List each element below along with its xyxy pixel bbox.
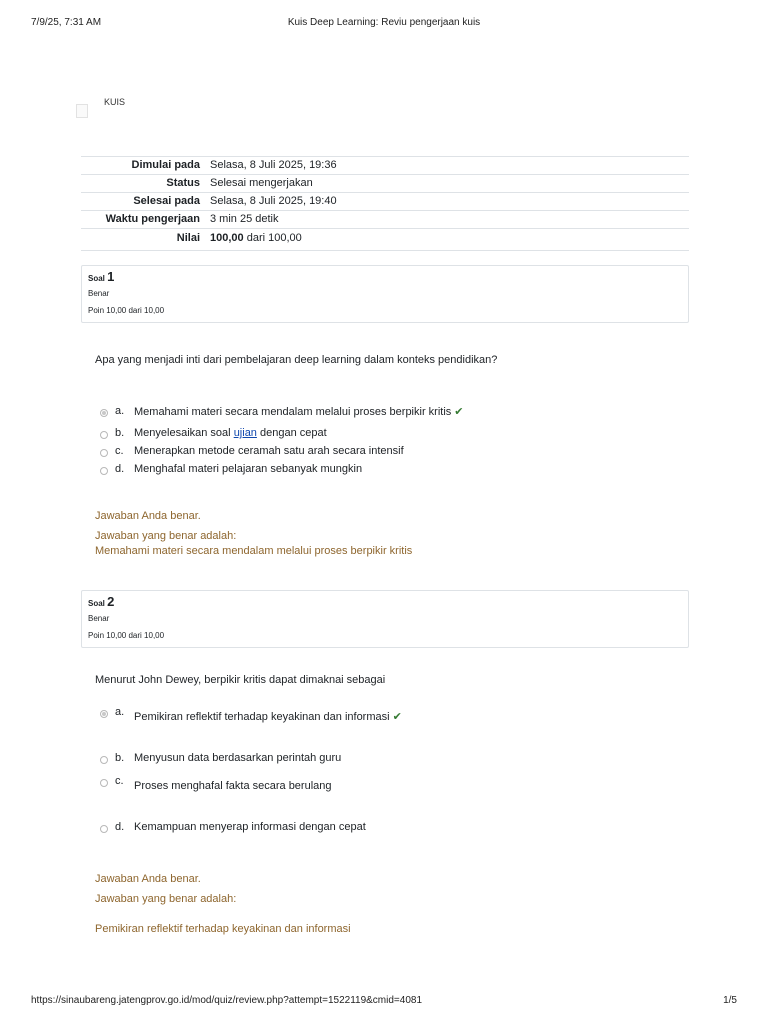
option-letter: b. [115, 427, 125, 439]
option-text: Kemampuan menyerap informasi dengan cepat [134, 821, 366, 833]
page-number: 1/5 [723, 995, 737, 1006]
option-text: Menerapkan metode ceramah satu arah secara intensif [134, 445, 404, 457]
glossary-link[interactable]: ujian [233, 427, 257, 439]
print-date: 7/9/25, 7:31 AM [31, 17, 102, 28]
right-answer-label: Jawaban yang benar adalah: [95, 893, 237, 905]
summary-value: Selesai mengerjakan [210, 175, 689, 193]
grade-score: 100,00 [210, 232, 244, 244]
check-icon: ✔ [392, 711, 402, 723]
summary-label: Dimulai pada [81, 157, 210, 175]
option-letter: c. [115, 445, 124, 457]
option-text [134, 405, 464, 418]
question-text: Menurut John Dewey, berpikir kritis dapat dimaknai sebagai [95, 674, 386, 686]
right-answer: Pemikiran reflektif terhadap keyakinan dan informasi [95, 923, 351, 935]
radio-button[interactable] [100, 409, 108, 417]
question-grade: Poin 10,00 dari 10,00 [88, 631, 165, 640]
summary-value: Selasa, 8 Juli 2025, 19:36 [210, 157, 689, 175]
option-letter: a. [115, 706, 125, 718]
question-info-box [81, 265, 689, 323]
option-letter: d. [115, 463, 125, 475]
question-number-value: 1 [107, 269, 115, 284]
question-info-box [81, 590, 689, 648]
radio-button[interactable] [100, 467, 108, 475]
question-number [88, 269, 114, 284]
option-letter: c. [115, 775, 124, 787]
summary-row-duration [81, 211, 689, 229]
summary-row-completed [81, 193, 689, 211]
question-label: Soal [88, 599, 105, 608]
summary-label: Status [81, 175, 210, 193]
radio-button[interactable] [100, 431, 108, 439]
summary-value: Selasa, 8 Juli 2025, 19:40 [210, 193, 689, 211]
option-letter: d. [115, 821, 125, 833]
radio-button[interactable] [100, 756, 108, 764]
right-answer: Memahami materi secara mendalam melalui proses berpikir kritis [95, 545, 413, 557]
option-text: Menyusun data berdasarkan perintah guru [134, 752, 342, 764]
option-label: Memahami materi secara mendalam melalui proses berpikir kritis [134, 406, 452, 418]
radio-button[interactable] [100, 825, 108, 833]
check-icon: ✔ [454, 406, 464, 418]
summary-row-grade [81, 229, 689, 251]
attempt-summary-table [81, 156, 689, 251]
summary-value: 3 min 25 detik [210, 211, 689, 229]
page-url: https://sinaubareng.jatengprov.go.id/mod/quiz/review.php?attempt=1522119&cmid=4081 [31, 995, 423, 1006]
option-letter: b. [115, 752, 125, 764]
option-text: Menghafal materi pelajaran sebanyak mungkin [134, 463, 363, 475]
summary-value [210, 229, 689, 251]
option-label: Menyelesaikan soal [134, 427, 231, 439]
option-label: dengan cepat [260, 427, 327, 439]
question-grade: Poin 10,00 dari 10,00 [88, 306, 165, 315]
summary-label: Waktu pengerjaan [81, 211, 210, 229]
quiz-icon [76, 104, 88, 118]
summary-row-started [81, 157, 689, 175]
right-answer-label: Jawaban yang benar adalah: [95, 530, 237, 542]
question-state: Benar [88, 614, 110, 623]
question-text: Apa yang menjadi inti dari pembelajaran deep learning dalam konteks pendidikan? [95, 354, 498, 366]
option-text [134, 710, 402, 723]
question-label: Soal [88, 274, 105, 283]
grade-suffix: dari 100,00 [246, 232, 302, 244]
option-text [134, 427, 327, 439]
option-text: Proses menghafal fakta secara berulang [134, 780, 332, 792]
feedback-text: Jawaban Anda benar. [95, 510, 201, 522]
document-title: Kuis Deep Learning: Reviu pengerjaan kuis [287, 17, 481, 28]
summary-label: Nilai [81, 229, 210, 251]
feedback-text: Jawaban Anda benar. [95, 873, 201, 885]
question-number [88, 594, 114, 609]
question-state: Benar [88, 289, 110, 298]
print-footer [31, 995, 737, 1009]
question-number-value: 2 [107, 594, 115, 609]
activity-label: KUIS [104, 97, 126, 107]
radio-button[interactable] [100, 449, 108, 457]
option-label: Pemikiran reflektif terhadap keyakinan dan informasi [134, 711, 390, 723]
summary-label: Selesai pada [81, 193, 210, 211]
summary-row-status [81, 175, 689, 193]
print-header [31, 17, 737, 31]
radio-button[interactable] [100, 710, 108, 718]
radio-button[interactable] [100, 779, 108, 787]
option-letter: a. [115, 405, 125, 417]
